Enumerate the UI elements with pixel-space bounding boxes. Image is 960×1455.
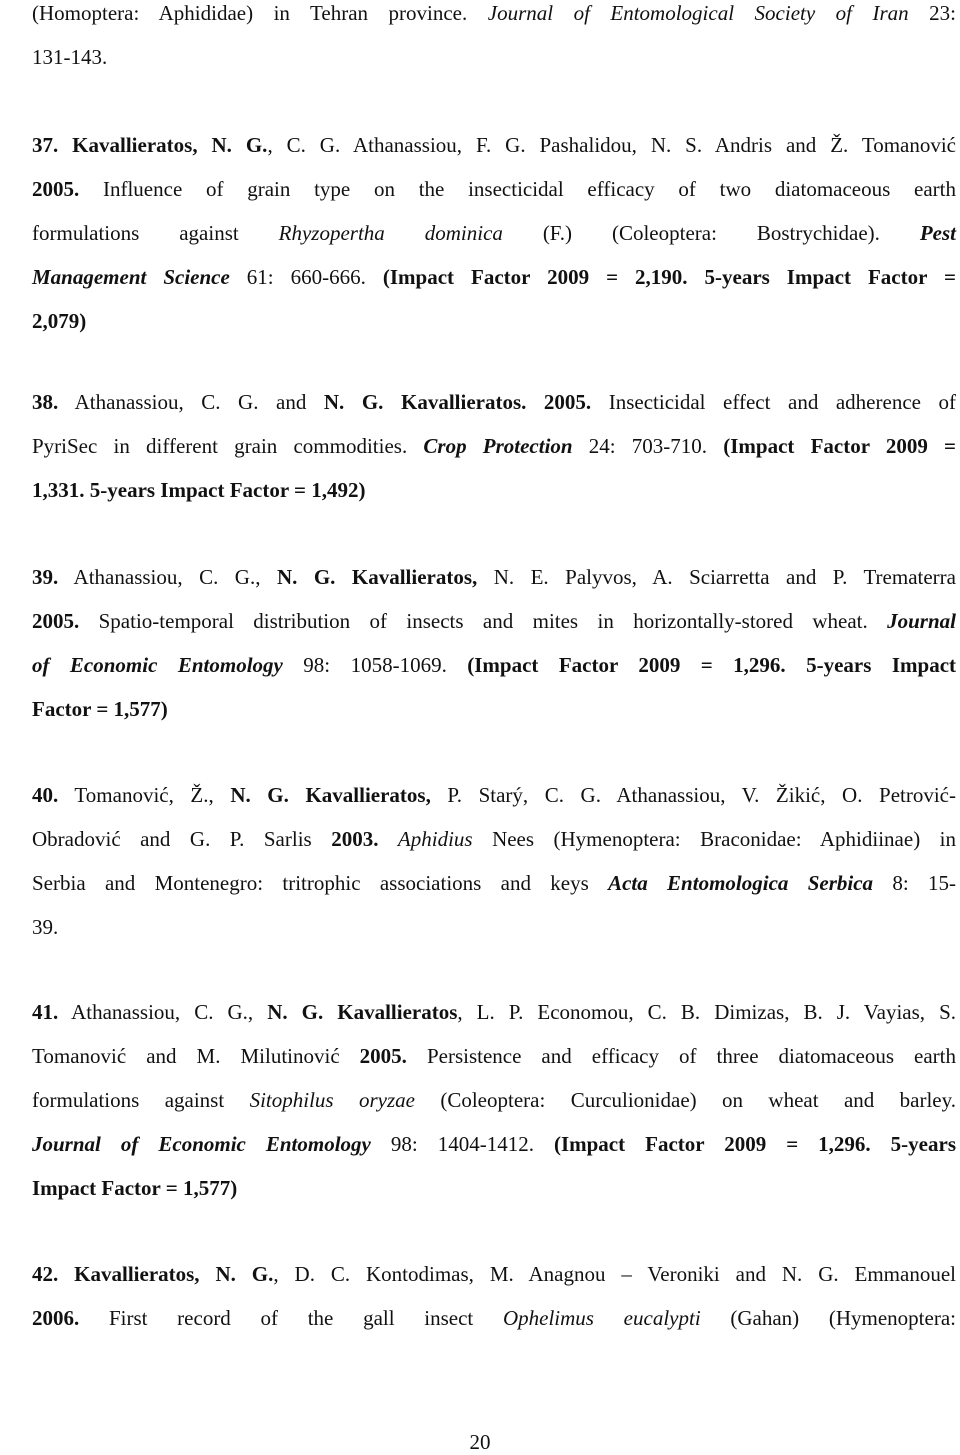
text-segment: Tomanović, Ž.,: [58, 783, 231, 807]
text-segment: (Homoptera: Aphididae) in Tehran province.: [32, 1, 488, 25]
text-line: [32, 870, 956, 914]
text-segment: Journal of Economic Entomology: [32, 1132, 371, 1156]
text-segment: Management Science: [32, 265, 230, 289]
text-line: [32, 1261, 956, 1305]
text-segment: formulations against: [32, 1088, 250, 1112]
text-segment: 37. Kavallieratos, N. G.: [32, 133, 268, 157]
text-line: [32, 389, 956, 433]
text-segment: Acta Entomologica Serbica: [608, 871, 874, 895]
text-line: [32, 477, 956, 521]
text-segment: Sitophilus oryzae: [249, 1088, 415, 1112]
text-line: [32, 308, 956, 352]
text-segment: (Impact Factor 2009 = 2,190. 5-years Impact Factor =: [382, 265, 956, 289]
page-number: 20: [469, 1430, 491, 1454]
reference-38: [32, 389, 956, 521]
text-segment: 61: 660-666.: [229, 265, 383, 289]
text-segment: 2005.: [32, 177, 80, 201]
text-segment: Influence of grain type on the insecticidal efficacy of two diatomaceous earth: [79, 177, 956, 201]
text-line: [32, 1175, 956, 1219]
text-segment: Factor = 1,577): [32, 697, 168, 721]
text-segment: Obradović and G. P. Sarlis: [32, 827, 332, 851]
text-segment: (F.) (Coleoptera: Bostrychidae).: [502, 221, 920, 245]
reference-40: [32, 782, 956, 958]
text-segment: 2006.: [32, 1306, 80, 1330]
text-line: [32, 1305, 956, 1349]
text-line: [32, 1131, 956, 1175]
text-line: [32, 1043, 956, 1087]
text-segment: 2005.: [32, 609, 80, 633]
text-segment: Journal: [887, 609, 956, 633]
text-segment: Aphidius: [397, 827, 473, 851]
text-segment: N. G. Kavallieratos: [267, 1000, 458, 1024]
text-segment: N. G. Kavallieratos,: [276, 565, 478, 589]
text-segment: Athanassiou, C. G.,: [58, 565, 277, 589]
text-segment: 39.: [32, 915, 59, 939]
text-segment: (Impact Factor 2009 = 1,296. 5-years Impact: [467, 653, 957, 677]
text-segment: Nees (Hymenoptera: Braconidae: Aphidiinae) in: [472, 827, 957, 851]
text-line: [32, 696, 956, 740]
text-segment: Athanassiou, C. G.,: [58, 1000, 268, 1024]
text-segment: (Impact Factor 2009 = 1,296. 5-years: [553, 1132, 956, 1156]
text-segment: 42. Kavallieratos, N. G.: [32, 1262, 274, 1286]
text-line: [32, 220, 956, 264]
text-segment: Rhyzopertha dominica: [278, 221, 503, 245]
text-segment: , L. P. Economou, C. B. Dimizas, B. J. Vayias, S.: [457, 1000, 956, 1024]
text-segment: Persistence and efficacy of three diatomaceous earth: [406, 1044, 956, 1068]
text-segment: N. G. Kavallieratos,: [230, 783, 431, 807]
text-segment: 1,331. 5-years Impact Factor = 1,492): [32, 478, 366, 502]
text-line: [32, 433, 956, 477]
text-segment: N. E. Palyvos, A. Sciarretta and P. Trematerra: [477, 565, 956, 589]
text-segment: 98: 1404-1412.: [370, 1132, 554, 1156]
text-segment: 98: 1058-1069.: [282, 653, 468, 677]
text-segment: of Economic Entomology: [32, 653, 283, 677]
text-segment: 2003.: [331, 827, 379, 851]
text-segment: 39.: [32, 565, 59, 589]
text-line: [32, 826, 956, 870]
text-segment: 40.: [32, 783, 59, 807]
text-line: [32, 1087, 956, 1131]
text-line: [32, 564, 956, 608]
text-segment: 41.: [32, 1000, 59, 1024]
text-line: [32, 0, 956, 44]
text-segment: [378, 827, 397, 851]
reference-36-continued: [32, 0, 956, 88]
text-segment: N. G. Kavallieratos. 2005.: [323, 390, 592, 414]
text-segment: (Gahan) (Hymenoptera:: [700, 1306, 956, 1330]
text-segment: 38.: [32, 390, 59, 414]
reference-37: [32, 132, 956, 352]
text-segment: Athanassiou, C. G. and: [58, 390, 324, 414]
text-segment: Crop Protection: [423, 434, 573, 458]
text-segment: , D. C. Kontodimas, M. Anagnou – Veroniki and N. G. Emmanouel: [273, 1262, 956, 1286]
text-segment: Insecticidal effect and adherence of: [591, 390, 956, 414]
text-line: [32, 914, 956, 958]
text-segment: 2005.: [359, 1044, 407, 1068]
text-segment: 131-143.: [32, 45, 108, 69]
reference-41: [32, 999, 956, 1219]
text-line: [32, 44, 956, 88]
text-segment: Impact Factor = 1,577): [32, 1176, 238, 1200]
text-segment: Tomanović and M. Milutinović: [32, 1044, 360, 1068]
text-line: [32, 652, 956, 696]
text-segment: (Impact Factor 2009 =: [723, 434, 956, 458]
text-segment: , C. G. Athanassiou, F. G. Pashalidou, N. S. Andris and Ž. Tomanović: [267, 133, 957, 157]
text-segment: Pest: [919, 221, 956, 245]
text-line: [32, 264, 956, 308]
text-line: [32, 176, 956, 220]
text-line: [32, 782, 956, 826]
text-segment: (Coleoptera: Curculionidae) on wheat and barley.: [414, 1088, 956, 1112]
text-line: [32, 999, 956, 1043]
text-segment: Ophelimus eucalypti: [502, 1306, 701, 1330]
text-segment: P. Starý, C. G. Athanassiou, V. Žikić, O. Petrović-: [430, 783, 956, 807]
text-line: [32, 608, 956, 652]
text-segment: 23:: [908, 1, 956, 25]
text-segment: Journal of Entomological Society of Iran: [487, 1, 909, 25]
text-segment: formulations against: [32, 221, 279, 245]
text-segment: PyriSec in different grain commodities.: [32, 434, 424, 458]
text-segment: 8: 15-: [873, 871, 956, 895]
text-segment: Spatio-temporal distribution of insects and mites in horizontally-stored wheat.: [79, 609, 888, 633]
reference-39: [32, 564, 956, 740]
text-segment: 2,079): [32, 309, 87, 333]
reference-42: [32, 1261, 956, 1349]
text-line: [32, 132, 956, 176]
text-segment: 24: 703-710.: [572, 434, 724, 458]
text-segment: First record of the gall insect: [79, 1306, 503, 1330]
text-segment: Serbia and Montenegro: tritrophic associations and keys: [32, 871, 609, 895]
